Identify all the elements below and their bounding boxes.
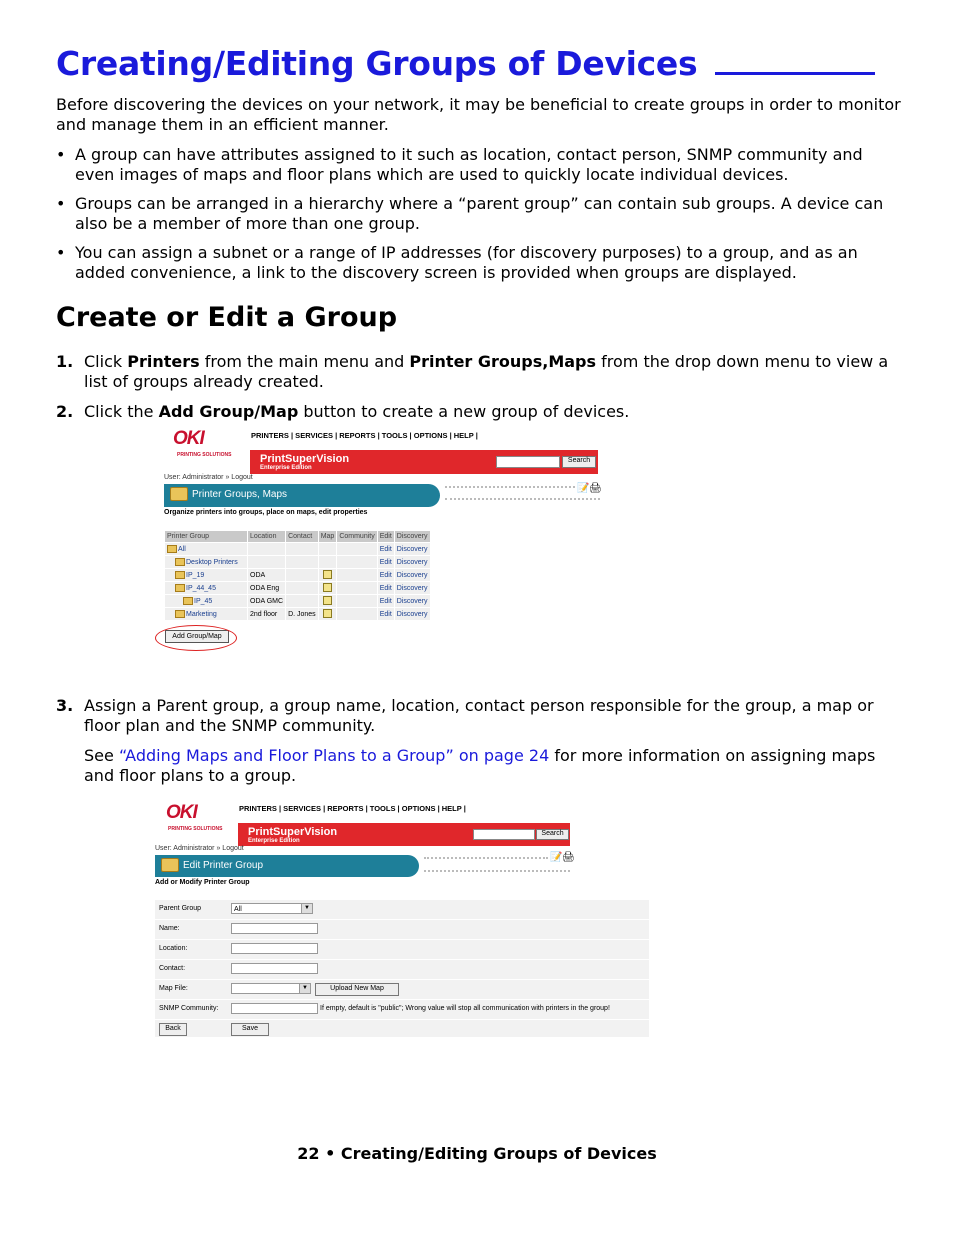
location-input[interactable]	[231, 943, 318, 954]
dotted-divider	[445, 498, 600, 500]
location-cell: ODA GMC	[248, 595, 286, 608]
map-file-label: Map File:	[159, 985, 188, 992]
oki-logo-subtitle: PRINTING SOLUTIONS	[177, 452, 232, 458]
step-number: 2.	[56, 402, 74, 421]
name-input[interactable]	[231, 923, 318, 934]
brand-edition: Enterprise Edition	[260, 465, 312, 471]
group-name-cell[interactable]	[165, 582, 248, 595]
folder-icon	[175, 584, 185, 592]
page-header-bar	[164, 484, 440, 507]
table-row	[165, 608, 431, 621]
edit-notes-icon[interactable]: 📝	[550, 852, 563, 863]
column-header: Map	[318, 531, 337, 543]
folder-icon	[161, 858, 179, 872]
bullet-item: • A group can have attributes assigned to it such as location, contact person, SNMP community and even images of maps and floor plans which are used to quickly locate individual devices.	[56, 145, 901, 185]
folder-icon	[175, 610, 185, 618]
column-header: Community	[337, 531, 377, 543]
table-row	[165, 556, 431, 569]
oki-logo-subtitle: PRINTING SOLUTIONS	[168, 826, 223, 832]
snmp-community-input[interactable]	[231, 1003, 318, 1014]
brand-name: PrintSuperVision	[248, 826, 338, 838]
map-cell	[318, 595, 337, 608]
step-text: from the main menu and	[199, 352, 410, 371]
cross-reference-link[interactable]: “Adding Maps and Floor Plans to a Group” on page 24	[118, 746, 550, 765]
highlight-circle	[155, 625, 237, 651]
bullet-list	[56, 145, 901, 292]
location-cell	[248, 543, 286, 556]
add-group-map-button[interactable]: Add Group/Map	[165, 630, 229, 643]
back-button[interactable]: Back	[159, 1023, 187, 1036]
group-name-cell[interactable]	[165, 608, 248, 621]
edit-group-form	[155, 899, 649, 1037]
discovery-link[interactable]: Discovery	[394, 543, 430, 556]
step-text: Click	[84, 352, 128, 371]
page-hint: Add or Modify Printer Group	[155, 879, 250, 886]
column-header: Discovery	[394, 531, 430, 543]
step-bold: Add Group/Map	[158, 402, 299, 421]
table-row	[165, 595, 431, 608]
column-header: Location	[248, 531, 286, 543]
step-text: See	[84, 746, 119, 765]
map-icon[interactable]	[323, 570, 332, 579]
group-name-cell[interactable]	[165, 595, 248, 608]
contact-cell	[286, 543, 319, 556]
bullet-item: • Groups can be arranged in a hierarchy where a “parent group” can contain sub groups. A device can also be a member of more than one group.	[56, 194, 901, 234]
parent-group-value: All	[234, 906, 242, 913]
name-label: Name:	[159, 925, 180, 932]
community-cell	[337, 608, 377, 621]
table-row	[165, 569, 431, 582]
group-name-cell[interactable]	[165, 543, 248, 556]
search-button[interactable]: Search	[562, 456, 596, 468]
step-3	[56, 696, 901, 786]
contact-cell	[286, 582, 319, 595]
page-header-bar	[155, 855, 419, 877]
edit-notes-icon[interactable]: 📝	[577, 483, 590, 494]
edit-link[interactable]: Edit	[377, 608, 394, 621]
group-name[interactable]: Marketing	[186, 610, 217, 618]
form-row-location	[155, 939, 649, 959]
discovery-link[interactable]: Discovery	[394, 582, 430, 595]
edit-link[interactable]: Edit	[377, 569, 394, 582]
group-name[interactable]: IP_19	[186, 571, 205, 579]
brand-name: PrintSuperVision	[260, 453, 350, 465]
community-cell	[337, 595, 377, 608]
map-cell	[318, 582, 337, 595]
step-number: 3.	[56, 696, 74, 715]
oki-logo: OKI	[173, 428, 204, 449]
step-number: 1.	[56, 352, 74, 371]
folder-icon	[170, 487, 188, 501]
snmp-note: If empty, default is "public"; Wrong value will stop all communication with printers in the group!	[320, 1005, 610, 1012]
map-cell	[318, 608, 337, 621]
page-header-title: Edit Printer Group	[183, 860, 264, 871]
parent-group-label: Parent Group	[159, 905, 202, 912]
map-icon[interactable]	[323, 583, 332, 592]
screenshot-printer-groups	[163, 428, 603, 653]
group-name[interactable]: IP_44_45	[186, 584, 216, 592]
form-row-parent	[155, 899, 649, 919]
community-cell	[337, 556, 377, 569]
community-cell	[337, 569, 377, 582]
group-name[interactable]: IP_45	[194, 597, 213, 605]
print-icon[interactable]: 🖨	[562, 852, 575, 863]
print-icon[interactable]: 🖨	[589, 483, 602, 494]
form-row-mapfile	[155, 979, 649, 999]
groups-table	[164, 530, 431, 621]
discovery-link[interactable]: Discovery	[394, 595, 430, 608]
page-title	[56, 44, 875, 83]
form-row-name	[155, 919, 649, 939]
folder-icon	[175, 571, 185, 579]
search-input[interactable]	[496, 456, 560, 468]
chevron-down-icon: ▼	[301, 904, 312, 913]
page-hint: Organize printers into groups, place on maps, edit properties	[164, 509, 368, 516]
form-row-actions	[155, 1019, 649, 1039]
step-text: from the drop down menu to view a list of groups already created.	[84, 352, 889, 391]
page-header-title: Printer Groups, Maps	[192, 489, 288, 500]
edit-link[interactable]: Edit	[377, 543, 394, 556]
folder-icon	[183, 597, 193, 605]
folder-icon	[167, 545, 177, 553]
folder-icon	[175, 558, 185, 566]
step-text: button to create a new group of devices.	[298, 402, 630, 421]
brand-bar	[250, 450, 598, 474]
map-cell	[318, 543, 337, 556]
chevron-down-icon: ▼	[299, 984, 310, 993]
intro-paragraph: Before discovering the devices on your network, it may be beneficial to create groups in order to monitor and manage them in an efficient manner.	[56, 95, 901, 134]
step-bold: Printer Groups,Maps	[409, 352, 597, 371]
bullet-item: • You can assign a subnet or a range of IP addresses (for discovery purposes) to a group, and as an added convenience, a link to the discovery screen is provided when groups are displayed.	[56, 243, 901, 283]
user-info: User: Administrator » Logout	[164, 474, 253, 481]
parent-group-select[interactable]	[231, 903, 313, 914]
dotted-divider	[424, 857, 548, 859]
form-row-snmp	[155, 999, 649, 1019]
group-name[interactable]: Desktop Printers	[186, 558, 238, 566]
edit-link[interactable]: Edit	[377, 595, 394, 608]
contact-cell: D. Jones	[286, 608, 319, 621]
map-cell	[318, 569, 337, 582]
table-row	[165, 582, 431, 595]
step-2	[56, 402, 901, 422]
step-text: Click the	[84, 402, 159, 421]
title-rule	[715, 46, 875, 75]
column-header: Edit	[377, 531, 394, 543]
column-header: Printer Group	[165, 531, 248, 543]
location-cell: 2nd floor	[248, 608, 286, 621]
group-name-cell[interactable]	[165, 569, 248, 582]
contact-cell	[286, 569, 319, 582]
section-title: Create or Edit a Group	[56, 302, 398, 333]
save-button[interactable]: Save	[231, 1023, 269, 1036]
search-input[interactable]	[473, 829, 535, 840]
edit-link[interactable]: Edit	[377, 556, 394, 569]
location-label: Location:	[159, 945, 188, 952]
edit-link[interactable]: Edit	[377, 582, 394, 595]
user-info: User: Administrator » Logout	[155, 845, 244, 852]
dotted-divider	[445, 486, 575, 488]
location-cell: ODA Eng	[248, 582, 286, 595]
search-button[interactable]: Search	[536, 829, 569, 840]
group-name-cell[interactable]	[165, 556, 248, 569]
map-icon[interactable]	[323, 609, 332, 618]
step-text: for more information on assigning maps and floor plans to a group.	[84, 746, 876, 785]
upload-new-map-button[interactable]: Upload New Map	[315, 983, 399, 996]
snmp-community-label: SNMP Community:	[159, 1005, 219, 1012]
brand-edition: Enterprise Edition	[248, 838, 300, 844]
community-cell	[337, 543, 377, 556]
discovery-link[interactable]: Discovery	[394, 556, 430, 569]
main-menu[interactable]: PRINTERS | SERVICES | REPORTS | TOOLS | OPTIONS | HELP |	[251, 431, 478, 440]
dotted-divider	[424, 870, 570, 872]
location-cell: ODA	[248, 569, 286, 582]
page-title-text: Creating/Editing Groups of Devices	[56, 44, 698, 83]
group-name[interactable]: All	[178, 545, 186, 553]
contact-input[interactable]	[231, 963, 318, 974]
contact-cell	[286, 556, 319, 569]
oki-logo: OKI	[166, 802, 197, 823]
map-cell	[318, 556, 337, 569]
screenshot-edit-group	[154, 800, 650, 1040]
map-file-select[interactable]	[231, 983, 311, 994]
location-cell	[248, 556, 286, 569]
step-bold: Printers	[127, 352, 200, 371]
main-menu[interactable]: PRINTERS | SERVICES | REPORTS | TOOLS | OPTIONS | HELP |	[239, 804, 466, 813]
column-header: Contact	[286, 531, 319, 543]
step-text: Assign a Parent group, a group name, location, contact person responsible for the group, a map or floor plan and the SNMP community.	[84, 696, 874, 735]
community-cell	[337, 582, 377, 595]
contact-label: Contact:	[159, 965, 186, 972]
form-row-contact	[155, 959, 649, 979]
brand-bar	[238, 823, 570, 846]
discovery-link[interactable]: Discovery	[394, 569, 430, 582]
page-footer: 22 • Creating/Editing Groups of Devices	[297, 1144, 657, 1163]
discovery-link[interactable]: Discovery	[394, 608, 430, 621]
table-row	[165, 543, 431, 556]
map-icon[interactable]	[323, 596, 332, 605]
step-1	[56, 352, 901, 392]
contact-cell	[286, 595, 319, 608]
